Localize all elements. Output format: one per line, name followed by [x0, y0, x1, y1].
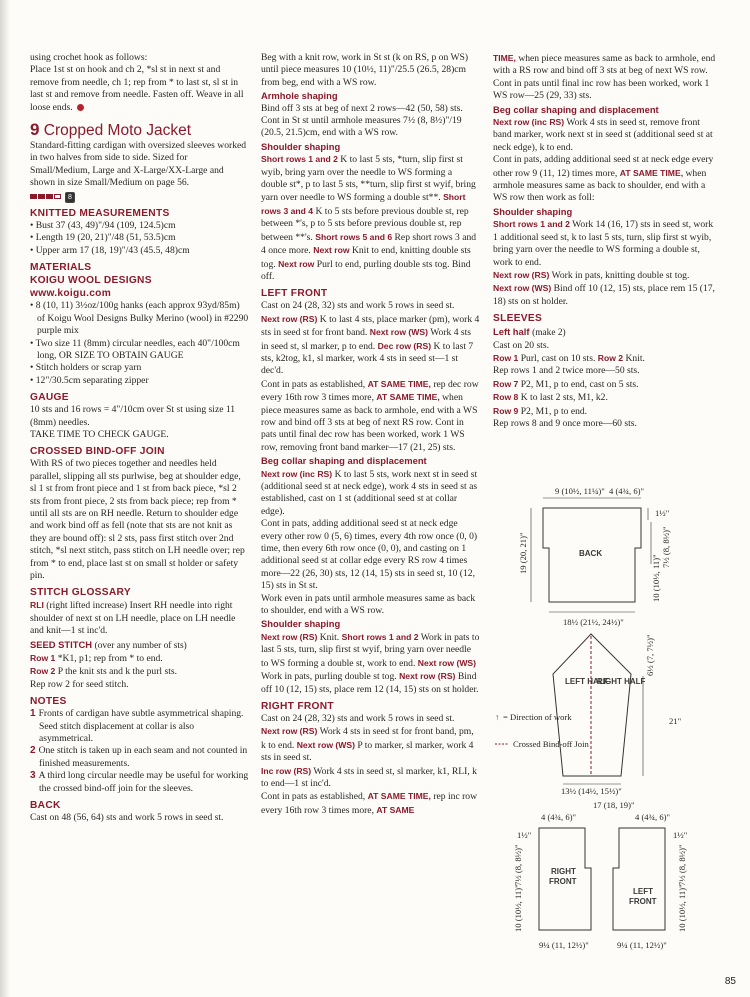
seed-repeat: Rep row 2 for seed stitch. [30, 678, 129, 690]
left-front-schematic [613, 812, 687, 950]
right-front-label-2: FRONT [549, 877, 577, 886]
back-top-width: 9 (10½, 11¼)" [555, 486, 605, 496]
intro-text-2: Place 1st st on hook and ch 2, *sl st in next st and remove from needle, ch 1; rep from * to last st, sl st in last st and remove from needle. Fasten off. Weave in all loose ends. [30, 64, 244, 113]
left-front-armhole: 7½ (8, 8½)" [677, 844, 687, 886]
left-front-side: 10 (10½, 11)" [677, 884, 687, 932]
sleeve-repeat-2: Rep rows 8 and 9 once more—60 sts. [493, 417, 637, 429]
right-front-armhole: TIME, when piece measures same as back to armhole, end with a RS row and bind off 3 sts at beg of next WS row. Cont in pats until final inc row has been worked, work 1 WS row—25 (29, 33) sts. [493, 53, 716, 102]
sleeve-upper-width: 17 (18, 19)" [593, 800, 635, 810]
back-armhole-depth: 7½ (8, 8½)" [661, 526, 671, 568]
left-collar-inc: Next row (inc RS) K to last 5 sts, work next st in seed st (additional seed st at neck edge), work 4 sts in seed st as established, cast on 1 st (additional seed st at collar edge). [261, 468, 478, 517]
pattern-title [30, 121, 249, 140]
meas-bust: • Bust 37 (43, 49)"/94 (109, 124.5)cm [30, 220, 176, 232]
right-shoulder-next-ws: Next row (WS) Bind off 10 (12, 15) sts, place rem 15 (17, 18) sts on st holder. [493, 283, 715, 307]
material-zipper: • 12"/30.5cm separating zipper [30, 374, 149, 386]
heading-sleeves: SLEEVES [493, 313, 543, 325]
heading-armhole-shaping: Armhole shaping [261, 90, 338, 102]
size-badge: 8 [65, 192, 75, 203]
heading-left-front: LEFT FRONT [261, 288, 328, 300]
heading-back: BACK [30, 800, 61, 812]
heading-knitted-measurements: KNITTED MEASUREMENTS [30, 208, 170, 220]
back-shoulder-width: 4 (4¾, 6)" [609, 486, 645, 496]
material-needles: • Two size 11 (8mm) circular needles, each 40"/100cm long, OR SIZE TO OBTAIN GAUGE [30, 337, 240, 361]
left-front-rows: Next row (RS) K to last 4 sts, place marker (pm), work 4 sts in seed st for front band. Next row (WS) Work 4 sts in seed st, sl marker, p to end. Dec row (RS) K to last 7 sts, k2tog, k1, sl marker, work 4 sts in seed st—1 st dec'd. [261, 313, 480, 377]
crossed-bind-off-text: With RS of two pieces together and needles held parallel, slipping all sts purlwise, beg at shoulder edge, sl 1 st from front piece and 1 st from back piece, *sl 2 sts from front piece, 2 sts from back piece; rep from * until all sts are on RH needle. Return to shoulder edge and work bind off as fell (note that sts are not knit as they are bound off): sl 2 sts, pass first stitch over 2nd stitch, *sl next stitch, pass stitch on LH needle over; rep from * to end, place last st on small st holder or safety pin. [30, 458, 245, 581]
heading-stitch-glossary: STITCH GLOSSARY [30, 587, 131, 599]
pattern-description: Standard-fitting cardigan with oversized sleeves worked in two halves from side to side. Sized for Small/Medium, Large and X-Large/XX-Large and shown in size Small/Medium on page 56. [30, 140, 247, 189]
intro-text: using crochet hook as follows: [30, 52, 148, 63]
meas-length: • Length 19 (20, 21)"/48 (51, 53.5)cm [30, 232, 176, 244]
sleeve-cap-depth: 6½ (7, 7½)" [645, 634, 655, 676]
sleeve-row-9: Row 9 P2, M1, p to end. [493, 405, 588, 417]
column-3 [493, 52, 719, 430]
column-2 [261, 52, 480, 817]
right-front-label-1: RIGHT [551, 867, 576, 876]
back-schematic [518, 486, 671, 627]
heading-right-shoulder: Shoulder shaping [493, 205, 573, 217]
heading-back-shoulder: Shoulder shaping [261, 140, 341, 152]
page-number: 85 [724, 976, 736, 987]
garment-schematic [493, 476, 733, 976]
heading-right-collar: Beg collar shaping and displacement [493, 103, 659, 115]
note-1: 1 Fronts of cardigan have subtle asymmetrical shaping. Seed stitch displacement at collar is also asymmetrical. [30, 708, 244, 745]
right-front-side: 10 (10½, 11)" [513, 884, 523, 932]
sleeve-left-half-label: LEFT HALF [565, 677, 609, 686]
pattern-number: 9 [30, 120, 40, 140]
left-collar-even: Work even in pats until armhole measures same as back to shoulder, end with a WS row. [261, 592, 476, 617]
left-front-label-1: LEFT [633, 887, 653, 896]
sleeve-repeat: Rep rows 1 and 2 twice more—50 sts. [493, 365, 640, 377]
gauge-check: TAKE TIME TO CHECK GAUGE. [30, 428, 169, 440]
column-1 [30, 52, 249, 825]
left-shoulder-text: Next row (RS) Knit. Short rows 1 and 2 Work in pats to last 5 sts, turn, slip first st wyif, bring yarn over needle to WS forming a double st, work to end. Next row (WS) Work in pats, purling double st tog. Next row (RS) Bind off 10 (12, 15) sts, place rem 12 (14, 15) sts on st holder. [261, 631, 480, 695]
right-front-cast-on: Cast on 24 (28, 32) sts and work 5 rows in seed st. [261, 712, 455, 724]
left-front-shoulder-width: 4 (4¾, 6)" [635, 812, 671, 822]
sleeve-bottom-width: 13½ (14½, 15½)" [561, 786, 622, 796]
brand-url[interactable]: www.koigu.com [30, 288, 112, 300]
left-front-cont: Cont in pats as established, AT SAME TIME, rep dec row every 16th row 3 times more, AT SAME TIME, when piece measures same as back to armhole, end with a WS row and bind off 3 sts at beg of next RS row. Cont in pats until final dec row has been worked, work 1 WS row, removing front band marker—17 (21, 25) sts. [261, 378, 479, 453]
back-stst: Beg with a knit row, work in St st (k on RS, p on WS) until piece measures 10 (10½, 11)"/25.5 (26.5, 28)cm from beg, end with a WS row. [261, 52, 469, 88]
left-collar-cont: Cont in pats, adding additional seed st at neck edge every other row 0 (5, 6) times, every 4th row once (0, 0) time, then every 6th row once (0, 0), and casting on 1 additional seed st at collar edge every RS row 4 times more—22 (26, 30) sts, 12 (14, 15) sts in seed st, 10 (12, 15) sts in St st. [261, 518, 478, 592]
right-front-width: 9¼ (11, 12½)" [539, 940, 589, 950]
right-collar-inc: Next row (inc RS) Work 4 sts in seed st, remove front band marker, work next st in seed st (additional seed st at neck edge), k to end. [493, 117, 713, 153]
sleeve-schematic [495, 634, 681, 810]
armhole-text: Bind off 3 sts at beg of next 2 rows—42 (50, 58) sts. Cont in St st until armhole measures 7½ (8, 8½)"/19 (20.5, 21.5)cm, end with a WS row. [261, 102, 463, 139]
sleeve-cast-on: Cast on 20 sts. [493, 339, 549, 351]
heading-left-shoulder: Shoulder shaping [261, 618, 341, 630]
end-dot-icon [77, 104, 84, 111]
back-label: BACK [579, 549, 603, 558]
sleeve-length: 21" [669, 716, 682, 726]
sleeve-rows-1-2: Row 1 Purl, cast on 10 sts. Row 2 Knit. [493, 352, 645, 364]
left-front-shoulder-drop: 1½" [673, 830, 688, 840]
heading-materials: MATERIALS [30, 262, 92, 274]
heading-notes: NOTES [30, 696, 67, 708]
right-front-shoulder-width: 4 (4¾, 6)" [541, 812, 577, 822]
gauge-text: 10 sts and 16 rows = 4"/10cm over St st using size 11 (8mm) needles. [30, 404, 236, 428]
meas-upper-arm: • Upper arm 17 (18, 19)"/43 (45.5, 48)cm [30, 244, 190, 256]
seed-row-2: Row 2 P the knit sts and k the purl sts. [30, 666, 178, 678]
right-shoulder-next-rs: Next row (RS) Work in pats, knitting double st tog. [493, 269, 690, 281]
left-front-cast-on: Cast on 24 (28, 32) sts and work 5 rows in seed st. [261, 300, 455, 312]
heading-gauge: GAUGE [30, 392, 69, 404]
back-short-rows: Short rows 1 and 2 K to last 5 sts, *turn, slip first st wyib, bring yarn over the needle to WS forming a double st*, p to last 5 sts, **turn, slip first st wyif, bring yarn over needle to WS forming a double st**. Short rows 3 and 4 K to 5 sts before previous double st, rep between *'s, p to 5 sts before previous double st, rep between **'s. Short rows 5 and 6 Rep short rows 3 and 4 once more. Next row Knit to end, knitting double sts tog. Next row Purl to end, purling double sts tog. Bind off. [261, 154, 477, 282]
glossary-rli: RLI (right lifted increase) Insert RH needle into right shoulder of next st on LH needle, place on LH needle and knit—1 st inc'd. [30, 600, 236, 637]
heading-brand: KOIGU WOOL DESIGNS [30, 275, 152, 287]
left-front-label-2: FRONT [629, 897, 657, 906]
heading-left-half: Left half (make 2) [493, 326, 566, 339]
material-yarn: • 8 (10, 11) 3½oz/100g hanks (each approx 93yd/85m) of Koigu Wool Designs Bulky Merino (wool) in #2290 purple mix [30, 300, 249, 337]
right-shoulder-short-rows: Short rows 1 and 2 Work 14 (16, 17) sts in seed st, work 1 additional seed st, k to last 5 sts, turn, slip first st wyib, bring yarn over the needle to WS forming a double st, work to end. [493, 219, 714, 268]
sleeve-row-8: Row 8 K to last 2 sts, M1, k2. [493, 392, 608, 404]
note-3: 3 A third long circular needle may be useful for working the crossed bind-off join for the sleeves. [30, 770, 249, 794]
back-width: 18½ (21½, 24½)" [563, 617, 624, 627]
right-front-shoulder-drop: 1½" [517, 830, 532, 840]
heading-crossed-bind-off: CROSSED BIND-OFF JOIN [30, 446, 165, 458]
sleeve-right-half-label: RIGHT HALF [597, 677, 646, 686]
right-collar-cont: Cont in pats, adding additional seed st at neck edge every other row 9 (11, 12) times more, AT SAME TIME, when armhole measures same as back to shoulder, end with a WS row then work as foll: [493, 154, 714, 204]
seed-row-1: Row 1 *K1, p1; rep from * to end. [30, 653, 163, 665]
skill-level-icon [30, 191, 75, 203]
heading-seed-stitch: SEED STITCH (over any number of sts) [30, 638, 187, 651]
right-front-armhole: 7½ (8, 8½)" [513, 844, 523, 886]
back-length: 19 (20, 21)" [518, 532, 528, 574]
back-shoulder-drop: 1½" [655, 508, 670, 518]
material-holders: • Stitch holders or scrap yarn [30, 362, 142, 374]
pattern-name: Cropped Moto Jacket [43, 122, 192, 140]
legend-crossed-join: Crossed Bind-off Join [513, 739, 589, 749]
right-front-cont: Cont in pats as established, AT SAME TIME, rep inc row every 16th row 3 times more, AT SAME [261, 791, 478, 816]
back-cast-on: Cast on 48 (56, 64) sts and work 5 rows in seed st. [30, 812, 224, 824]
arrow-legend-icon: ↑ [495, 712, 500, 722]
page-binding-edge [0, 0, 10, 997]
right-front-inc: Inc row (RS) Work 4 sts in seed st, sl marker, k1, RLI, k to end—1 st inc'd. [261, 765, 477, 789]
sleeve-row-7: Row 7 P2, M1, p to end, cast on 5 sts. [493, 378, 639, 390]
right-front-schematic [513, 812, 591, 950]
right-front-rows: Next row (RS) Work 4 sts in seed st for front band, pm, k to end. Next row (WS) P to marker, sl marker, work 4 sts in seed st. [261, 726, 474, 764]
back-side-length: 10 (10½, 11)" [651, 554, 661, 602]
legend-direction: = Direction of work [503, 712, 572, 722]
left-front-width: 9¼ (11, 12½)" [617, 940, 667, 950]
heading-right-front: RIGHT FRONT [261, 700, 334, 712]
heading-left-collar: Beg collar shaping and displacement [261, 455, 427, 467]
note-2: 2 One stitch is taken up in each seam and not counted in finished measurements. [30, 745, 248, 769]
